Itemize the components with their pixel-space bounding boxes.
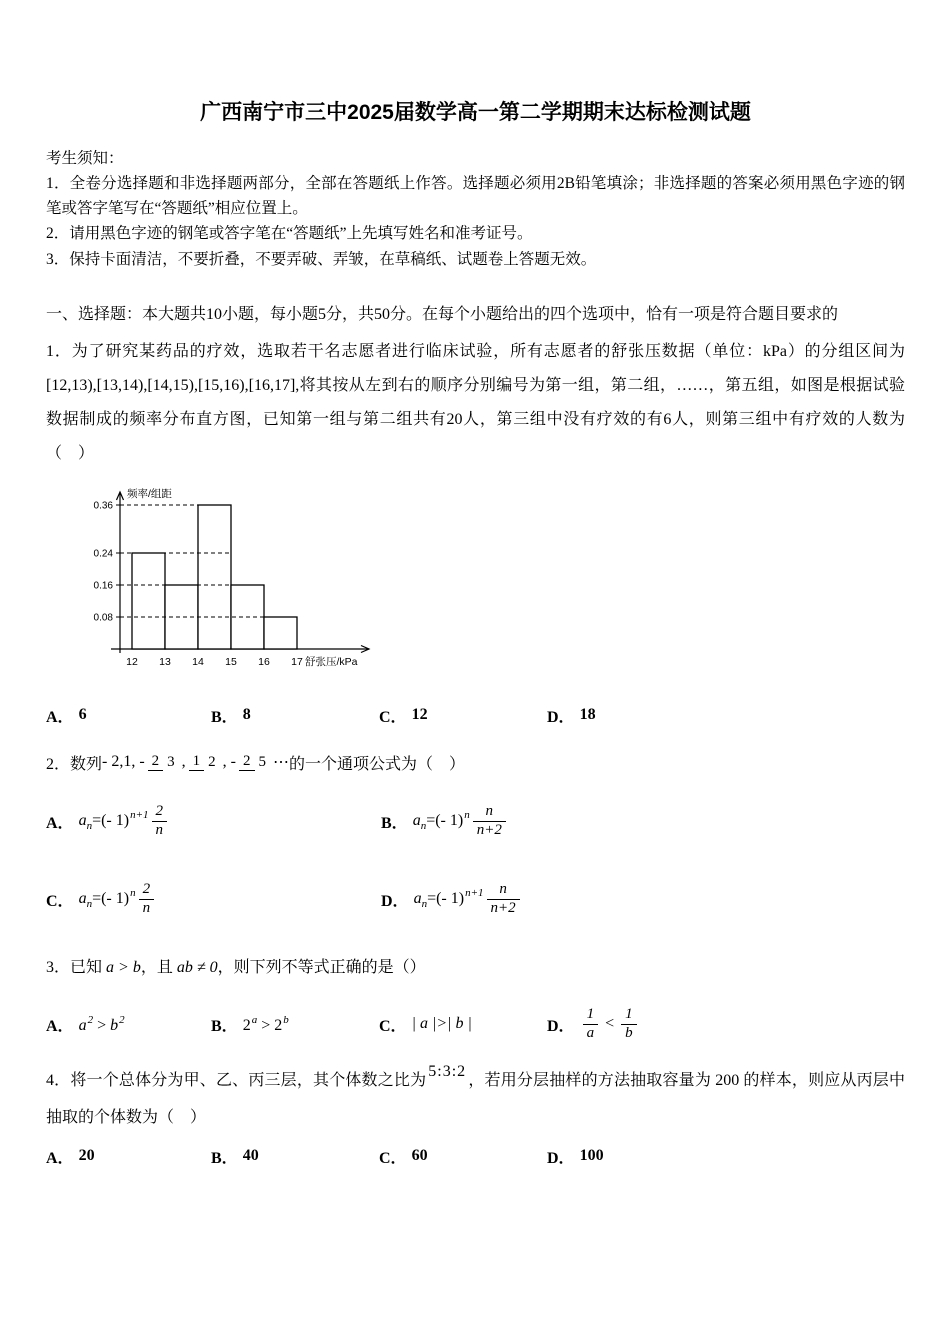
exponent-a: a xyxy=(251,1013,258,1026)
option-value: 8 xyxy=(242,706,251,724)
subscript-n: n xyxy=(86,819,93,832)
option-label: D． xyxy=(547,1017,575,1035)
question-4-options xyxy=(46,1145,905,1168)
option-label: D． xyxy=(547,1149,575,1167)
fraction xyxy=(152,804,168,839)
q4-option-c xyxy=(379,1145,547,1168)
numerator: 1 xyxy=(621,1007,637,1025)
q2-suffix: 的一个通项公式为（ ） xyxy=(289,755,466,773)
q2-option-a xyxy=(46,804,381,839)
formula xyxy=(79,804,170,839)
q4-option-b xyxy=(211,1145,379,1168)
q2-seq-tail: ⋯ xyxy=(273,754,289,772)
svg-text:12: 12 xyxy=(126,655,138,668)
question-3-text xyxy=(46,951,905,985)
svg-text:舒张压/kPa: 舒张压/kPa xyxy=(305,655,358,668)
subscript-n: n xyxy=(420,819,427,832)
svg-text:17: 17 xyxy=(291,655,303,668)
formula xyxy=(79,1014,125,1035)
equals-neg-one: =(- 1) xyxy=(92,890,130,908)
option-value: 100 xyxy=(579,1147,604,1165)
var-a: a xyxy=(78,811,87,829)
numerator: 2 xyxy=(139,882,155,900)
fraction xyxy=(487,882,520,917)
option-value: 6 xyxy=(78,706,87,724)
option-value: 12 xyxy=(411,706,428,724)
exponent: n xyxy=(464,808,470,821)
denominator: 2 xyxy=(208,754,216,771)
q4-text-1: 4．将一个总体分为甲、乙、丙三层，其个体数之比为 xyxy=(46,1072,427,1090)
q2-option-d xyxy=(381,882,905,917)
q3-math-1: a > b xyxy=(106,958,141,976)
exponent: 2 xyxy=(87,1013,94,1026)
q4-text-2: ，若用分层抽样的方法抽取容量为 200 的样本，则应从丙层中抽取的个体数为（ ） xyxy=(46,1072,905,1127)
subscript-n: n xyxy=(421,898,428,911)
option-label: A． xyxy=(46,1017,74,1035)
option-label: A． xyxy=(46,708,74,726)
formula xyxy=(243,1014,289,1035)
equals-neg-one: =(- 1) xyxy=(427,890,465,908)
question-1-options xyxy=(46,704,905,727)
option-label: D． xyxy=(381,893,409,911)
svg-text:0.36: 0.36 xyxy=(93,500,113,512)
fraction xyxy=(139,882,155,917)
var-a: a xyxy=(78,890,87,908)
base-two: 2 xyxy=(242,1016,251,1034)
exponent-b: b xyxy=(283,1013,289,1026)
denominator: n xyxy=(155,821,164,838)
comparator: > xyxy=(93,1016,111,1034)
fraction xyxy=(473,804,506,839)
notice-item-2: 2．请用黑色字迹的钢笔或答字笔在“答题纸”上先填写姓名和准考证号。 xyxy=(46,225,533,243)
seq-fraction-1 xyxy=(148,754,179,772)
q4-option-a xyxy=(46,1145,211,1168)
svg-text:14: 14 xyxy=(192,655,204,668)
option-value: 20 xyxy=(78,1147,95,1165)
denominator: n+2 xyxy=(476,821,502,838)
option-label: A． xyxy=(46,1149,74,1167)
q3-text-2: ，且 xyxy=(140,958,173,976)
svg-text:0.24: 0.24 xyxy=(93,548,113,560)
q2-option-c xyxy=(46,882,381,917)
formula xyxy=(413,804,509,839)
seq-fraction-3 xyxy=(239,754,270,772)
option-value: 40 xyxy=(242,1147,259,1165)
q3-option-b xyxy=(211,1013,379,1036)
base-two: 2 xyxy=(274,1016,283,1034)
q3-option-a xyxy=(46,1013,211,1036)
denominator: 3 xyxy=(167,754,175,771)
q4-ratio: 5:3:2 xyxy=(428,1063,467,1081)
notice-heading: 考生须知： xyxy=(46,150,124,168)
equals-neg-one: =(- 1) xyxy=(426,811,464,829)
numerator: 2 xyxy=(148,754,164,772)
question-1-text: 1．为了研究某药品的疗效，选取若干名志愿者进行临床试验，所有志愿者的舒张压数据（单位：kPa）的分组区间为[12,13),[13,14),[14,15),[15,16),[16,17],将其按从左到右的顺序分别编号为第一组，第二组，……，第五组，如图是根据试验数据制成的频率分布直方图，已知第一组与第二组共有20人，第三组中没有疗效的有6人，则第三组中有疗效的人数为（ ） xyxy=(46,343,905,462)
q4-option-d xyxy=(547,1145,905,1168)
q1-option-d xyxy=(547,704,905,727)
var-a: a xyxy=(413,890,422,908)
q3-option-d xyxy=(547,1007,905,1042)
denominator: a xyxy=(586,1024,595,1041)
svg-text:频率/组距: 频率/组距 xyxy=(127,487,172,500)
numerator: 1 xyxy=(583,1007,599,1025)
notice-item-1: 1．全卷分选择题和非选择题两部分，全部在答题纸上作答。选择题必须用2B铅笔填涂；非选择题的答案必须用黑色字迹的钢笔或答字笔写在“答题纸”相应位置上。 xyxy=(46,175,905,218)
option-label: B． xyxy=(211,708,238,726)
option-label: A． xyxy=(46,814,74,832)
q3-option-c xyxy=(379,1013,547,1036)
exponent: n+1 xyxy=(130,808,149,821)
question-3-options xyxy=(46,1007,905,1042)
exponent: 2 xyxy=(119,1013,125,1026)
histogram-svg xyxy=(66,479,378,685)
q1-option-c xyxy=(379,704,547,727)
question-2-text xyxy=(46,751,905,774)
denominator: n+2 xyxy=(490,900,516,917)
q2-seq-sep1: , xyxy=(181,753,186,771)
exponent: n+1 xyxy=(465,887,484,900)
option-label: B． xyxy=(381,814,408,832)
section-heading: 一、选择题：本大题共10小题，每小题5分，共50分。在每个小题给出的四个选项中，恰有一项是符合题目要求的 xyxy=(46,305,839,323)
q2-seq-head: - 2,1, - xyxy=(102,753,145,771)
numerator: 1 xyxy=(189,754,205,772)
denominator: 5 xyxy=(258,754,266,771)
numerator: n xyxy=(487,882,520,900)
denominator: b xyxy=(625,1024,633,1041)
svg-text:13: 13 xyxy=(159,655,171,668)
option-value: 60 xyxy=(411,1147,428,1165)
subscript-n: n xyxy=(86,898,93,911)
formula xyxy=(580,1007,640,1042)
comparator: < xyxy=(601,1014,619,1032)
var-a: a xyxy=(412,811,421,829)
svg-text:0.16: 0.16 xyxy=(93,580,113,592)
formula: | a |>| b | xyxy=(411,1015,472,1033)
q2-seq-sep2: , - xyxy=(222,753,236,771)
q1-option-b xyxy=(211,704,379,727)
svg-text:15: 15 xyxy=(225,655,237,668)
q3-math-2: ab ≠ 0 xyxy=(176,958,218,976)
seq-fraction-2 xyxy=(189,754,220,772)
formula xyxy=(414,882,523,917)
option-label: B． xyxy=(211,1149,238,1167)
exponent: n xyxy=(130,887,136,900)
var-b: b xyxy=(110,1016,119,1034)
option-label: C． xyxy=(46,893,74,911)
option-label: B． xyxy=(211,1017,238,1035)
svg-text:0.08: 0.08 xyxy=(93,612,113,624)
numerator: 2 xyxy=(152,804,168,822)
option-label: C． xyxy=(379,1017,407,1035)
page-title: 广西南宁市三中2025届数学高一第二学期期末达标检测试题 xyxy=(200,101,751,124)
option-label: C． xyxy=(379,708,407,726)
fraction xyxy=(583,1007,599,1042)
q2-lead: 2．数列 xyxy=(46,755,103,773)
question-2-options xyxy=(46,804,905,917)
q3-text-1: 3．已知 xyxy=(46,958,103,976)
denominator: n xyxy=(142,900,151,917)
option-value: 18 xyxy=(579,706,596,724)
option-label: D． xyxy=(547,708,575,726)
option-label: C． xyxy=(379,1149,407,1167)
q3-text-3: ，则下列不等式正确的是（） xyxy=(217,958,426,976)
q2-option-b xyxy=(381,804,905,839)
q1-option-a xyxy=(46,704,211,727)
notice-item-3: 3．保持卡面清洁，不要折叠，不要弄破、弄皱，在草稿纸、试题卷上答题无效。 xyxy=(46,250,597,268)
comparator: > xyxy=(257,1016,275,1034)
var-a: a xyxy=(78,1016,87,1034)
numerator: n xyxy=(473,804,506,822)
frequency-histogram xyxy=(66,479,905,690)
numerator: 2 xyxy=(239,754,255,772)
svg-text:16: 16 xyxy=(258,655,270,668)
question-4-text xyxy=(46,1063,905,1137)
equals-neg-one: =(- 1) xyxy=(92,811,130,829)
formula xyxy=(79,882,158,917)
fraction xyxy=(621,1007,637,1042)
